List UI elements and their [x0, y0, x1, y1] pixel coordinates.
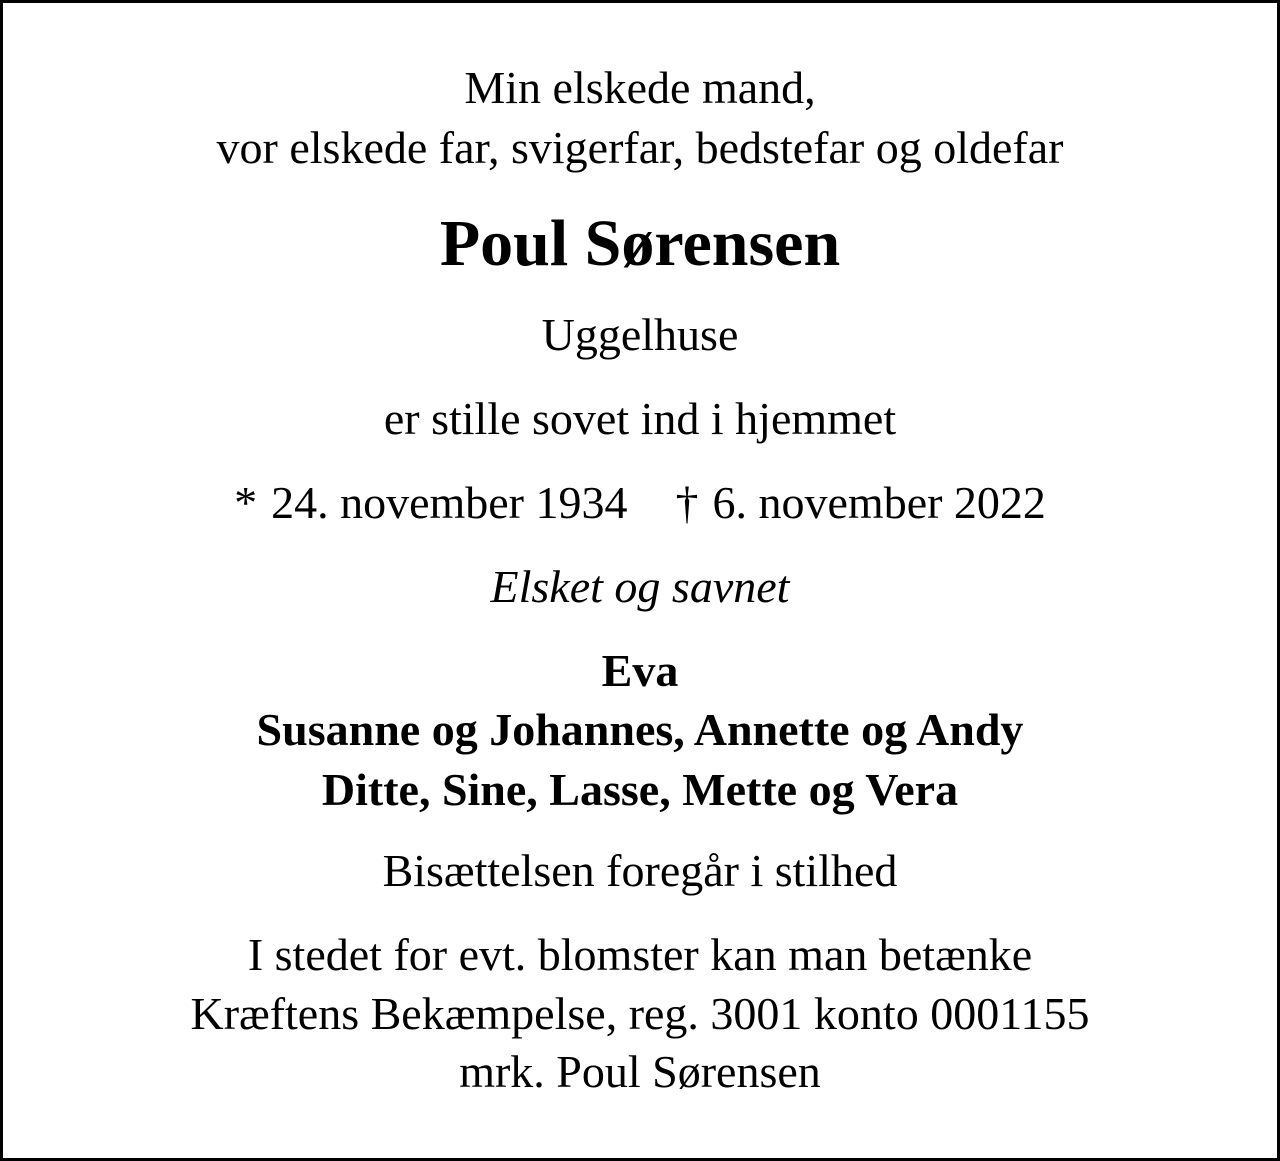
funeral-note: Bisættelsen foregår i stilhed [382, 845, 898, 896]
intro-line-2: vor elskede far, svigerfar, bedstefar og oldefar [216, 122, 1064, 173]
passing-phrase: er stille sovet ind i hjemmet [383, 393, 897, 444]
birth-date: 24. november 1934 [271, 477, 628, 528]
family-line-2: Susanne og Johannes, Annette og Andy [256, 704, 1024, 755]
family-line-1: Eva [601, 645, 679, 696]
donation-line-1: I stedet for evt. blomster kan man betænke [247, 929, 1033, 980]
intro-line-1: Min elskede mand, [464, 62, 816, 113]
deceased-name: Poul Sørensen [439, 207, 841, 280]
place-name: Uggelhuse [541, 309, 739, 360]
family-line-3: Ditte, Sine, Lasse, Mette og Vera [321, 764, 959, 815]
life-dates [3, 477, 1277, 528]
donation-line-3: mrk. Poul Sørensen [459, 1046, 821, 1097]
death-date: 6. november 2022 [712, 477, 1046, 528]
motto: Elsket og savnet [490, 561, 790, 612]
death-symbol: † [675, 477, 699, 528]
donation-line-2: Kræftens Bekæmpelse, reg. 3001 konto 0001155 [190, 988, 1090, 1039]
birth-symbol: * [234, 477, 258, 528]
